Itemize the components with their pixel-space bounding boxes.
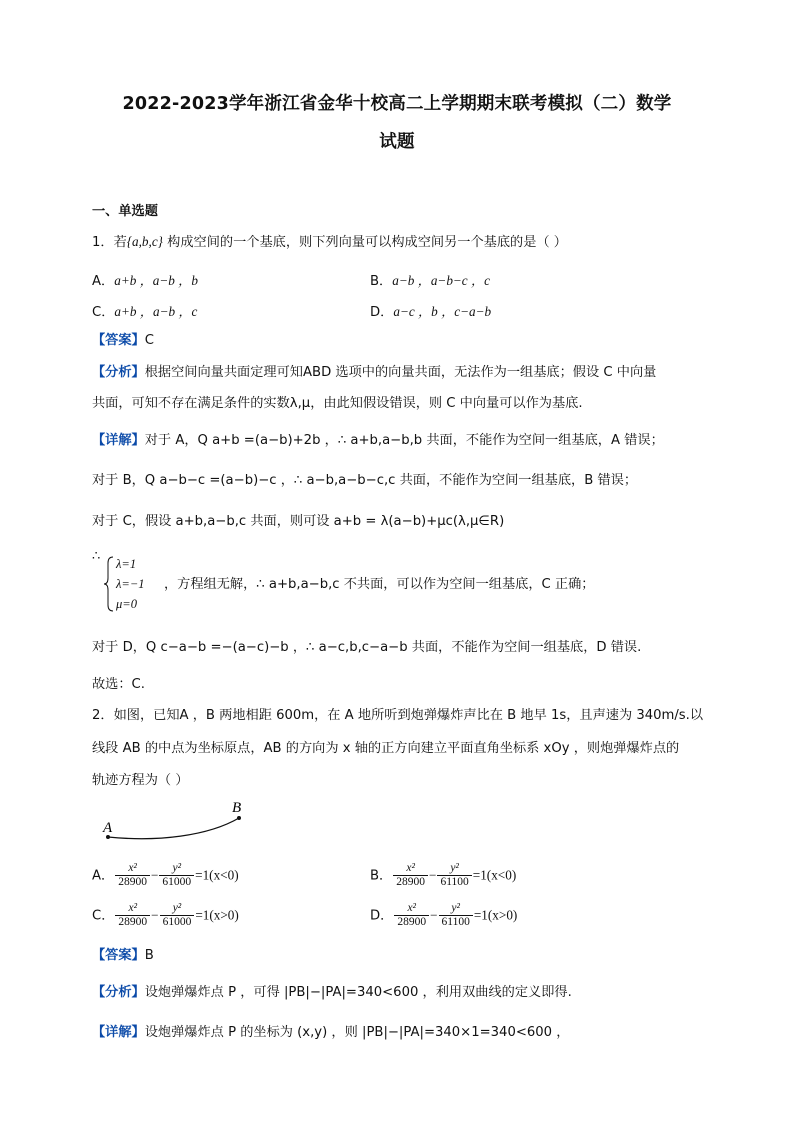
system-prefix: ∴ [92,548,101,563]
q2-answer [92,947,154,965]
q2-option-b-frac-1: $\frac{\text{x²}}{28900}$ [393,862,428,889]
q2-option-b-label: B． [370,868,393,884]
q1-option-c [92,301,197,320]
q2-option-c-label: C． [92,908,115,924]
q2-detail-text: 设炮弹爆炸点 P 的坐标为 (x,y) ，则 |PB|−|PA|=340×1=340<600 ， [144,1025,570,1040]
q2-stem-line-2: 线段 AB 的中点为坐标原点，AB 的方向为 x 轴的正方向建立平面直角坐标系 xOy ，则炮弹爆炸点的 [92,741,680,756]
figure-label-a: A [103,820,113,836]
q2-answer-tag: 【答案】 [92,948,145,963]
q2-stem-line-3: 轨迹方程为（ ） [92,773,189,788]
q2-analysis-text: 设炮弹爆炸点 P ，可得 |PB|−|PA|=340<600 ，利用双曲线的定义即得. [144,985,572,1000]
q1-option-a-expr: a+b ，a−b ，b [114,273,198,288]
q2-option-a-frac-1: $\frac{\text{x²}}{28900}$ [115,862,150,889]
q1-analysis-line-2: 共面，可知不存在满足条件的实数λ,μ，由此知假设错误，则 C 中向量可以作为基底. [92,396,583,411]
q1-option-a-label: A． [92,274,115,289]
q1-detail-b: 对于 B，Q a−b−c =(a−b)−c ，∴ a−b,a−b−c,c 共面，不能作为空间一组基底，B 错误； [92,473,638,488]
q1-detail-c: 对于 C，假设 a+b,a−b,c 共面，则可设 a+b = λ(a−b)+μc(λ,μ∈R) [92,514,505,529]
q2-option-a: A． $\frac{\text{x²}}{28900}$ − $\frac{\text{y²}}{61000}$ =1(x<0) [92,862,239,888]
figure-label-b: B [232,800,242,816]
q1-answer [92,332,154,350]
system-eq-1: λ=1 [116,557,137,571]
q2-option-a-label: A． [92,868,115,884]
q1-system-conclusion: ，方程组无解，∴ a+b,a−b,c 不共面，可以作为空间一组基底，C 正确； [164,577,595,592]
system-eq-3: μ=0 [116,597,137,611]
q2-option-c-frac-1: $\frac{\text{x²}}{28900}$ [115,902,150,929]
q1-option-d-expr: a−c ，b ，c−a−b [393,304,492,319]
q1-option-c-label: C． [92,305,115,320]
q2-option-d-label: D． [370,908,394,924]
q2-figure [98,794,258,846]
system-eq-2: λ=−1 [116,577,145,591]
q1-answer-tag: 【答案】 [92,333,145,348]
q2-option-d-cond: =1(x>0) [473,907,518,923]
left-brace-icon [103,556,115,612]
q1-stem [92,233,567,252]
q2-analysis [92,984,572,1002]
q2-option-b-cond: =1(x<0) [472,867,517,883]
q2-answer-value: B [144,948,154,963]
q2-option-a-cond: =1(x<0) [195,867,239,883]
q2-option-d: D． $\frac{\text{x²}}{28900}$ − $\frac{\text{y²}}{61100}$ =1(x>0) [370,902,518,928]
q2-detail-tag: 【详解】 [92,1025,145,1040]
q1-conclusion: 故选：C. [92,677,145,692]
q1-detail-a [92,432,664,450]
q1-option-b [370,270,490,289]
q1-option-d-label: D． [370,305,394,320]
q1-option-b-label: B． [370,274,393,289]
document-title-line-2: 试题 [379,132,415,152]
q2-stem-line-1: 2．如图，已知A ，B 两地相距 600m，在 A 地所听到炮弹爆炸声比在 B 地早 1s，且声速为 340m/s.以 [92,708,704,723]
q1-stem-suffix: 构成空间的一个基底，则下列向量可以构成空间另一个基底的是（ ） [162,235,567,250]
q1-analysis-tag: 【分析】 [92,365,145,380]
q1-analysis-line-1 [92,364,656,382]
q1-basis-set: {a,b,c} [126,234,163,249]
q2-option-c-frac-2: $\frac{\text{y²}}{61000}$ [160,902,195,929]
q1-answer-value: C [144,333,154,348]
q2-option-c: C． $\frac{\text{x²}}{28900}$ − $\frac{\text{y²}}{61000}$ =1(x>0) [92,902,239,928]
q2-option-c-cond: =1(x>0) [195,907,239,923]
q2-option-b-frac-2: $\frac{\text{y²}}{61100}$ [437,862,471,889]
q2-analysis-tag: 【分析】 [92,985,145,1000]
q2-option-d-frac-2: $\frac{\text{y²}}{61100}$ [439,902,473,929]
q2-option-b: B． $\frac{\text{x²}}{28900}$ − $\frac{\text{y²}}{61100}$ =1(x<0) [370,862,517,888]
section-heading: 一、单选题 [92,204,158,219]
document-title-line-1: 2022-2023学年浙江省金华十校高二上学期期末联考模拟（二）数学 [122,94,672,114]
q2-option-a-frac-2: $\frac{\text{y²}}{61000}$ [159,862,194,889]
q1-option-c-expr: a+b ，a−b ，c [114,304,198,319]
q1-detail-a-text: 对于 A，Q a+b =(a−b)+2b ，∴ a+b,a−b,b 共面，不能作为空间一组基底，A 错误； [144,433,664,448]
q1-detail-tag: 【详解】 [92,433,145,448]
q1-analysis-text-1: 根据空间向量共面定理可知ABD 选项中的向量共面，无法作为一组基底；假设 C 中向量 [144,365,657,380]
q1-option-d [370,301,491,320]
q1-stem-prefix: 1．若 [92,235,127,250]
q2-option-d-frac-1: $\frac{\text{x²}}{28900}$ [394,902,429,929]
q1-option-b-expr: a−b ，a−b−c ，c [392,273,490,288]
q2-detail [92,1024,569,1042]
q1-detail-d: 对于 D，Q c−a−b =−(a−c)−b ，∴ a−c,b,c−a−b 共面，不能作为空间一组基底，D 错误. [92,640,642,655]
q1-option-a [92,270,198,289]
